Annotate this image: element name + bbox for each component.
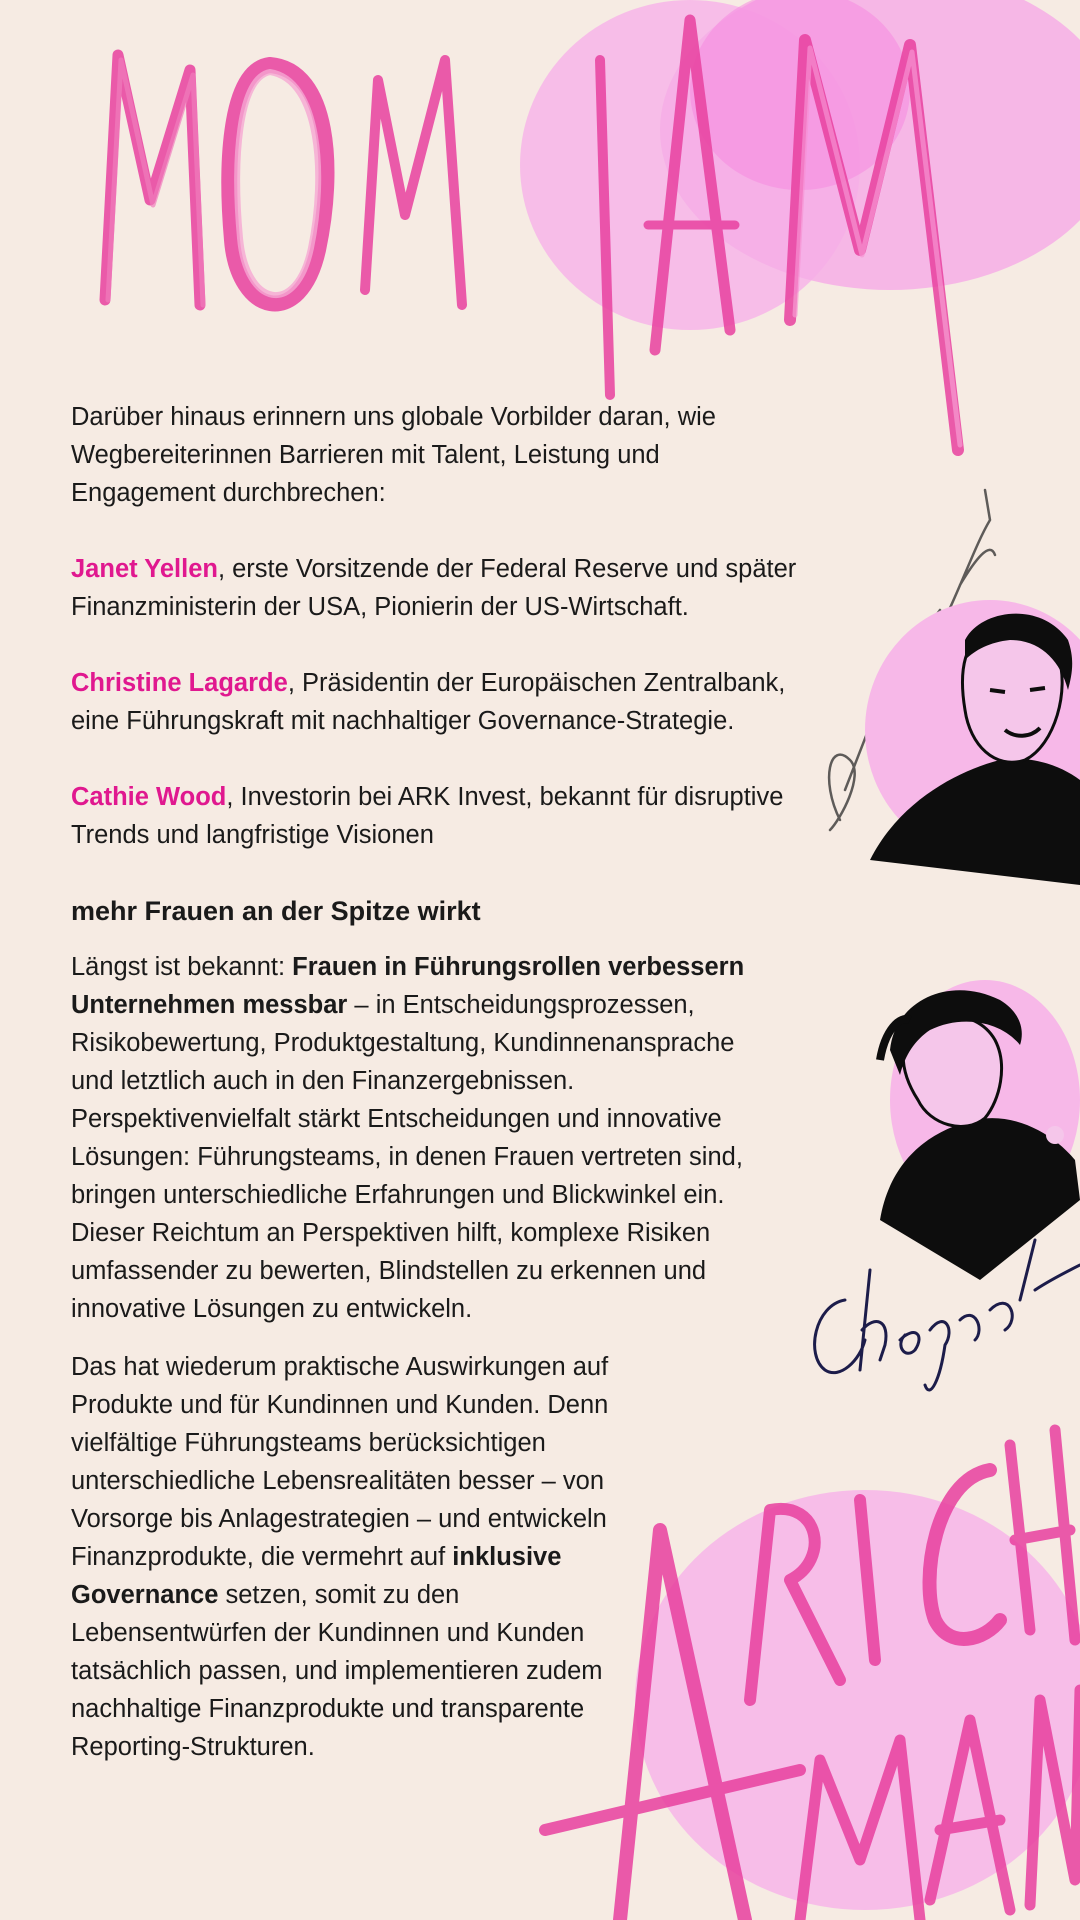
person-description: , Investorin bei ARK Invest, bekannt für disruptive Trends und langfristige Visionen bbox=[71, 783, 784, 849]
top-lettering-mom-i-am bbox=[105, 20, 960, 450]
text-run: Das hat wiederum praktische Auswirkungen auf Produkte und für Kundinnen und Kunden. Denn vielfältige Führungsteams berücksichtigen unterschiedliche Lebensrealitäten besser – von Vorsorge bis Anlagestrategien – und entwickeln Finanzprodukte, die vermehrt auf bbox=[71, 1353, 609, 1571]
bold-run: inklusive Governance bbox=[71, 1543, 562, 1609]
person-name: Janet Yellen bbox=[71, 555, 218, 583]
text-run: Längst ist bekannt: bbox=[71, 953, 293, 981]
body-paragraph-2 bbox=[71, 1348, 631, 1766]
person-entry-wood bbox=[71, 778, 811, 854]
person-description: , erste Vorsitzende der Federal Reserve und später Finanzministerin der USA, Pionierin der US-Wirtschaft. bbox=[71, 555, 797, 621]
signature-janet-yellen bbox=[829, 490, 995, 830]
body-paragraph-1 bbox=[71, 948, 771, 1328]
signature-christine-lagarde bbox=[815, 1240, 1080, 1390]
person-name: Cathie Wood bbox=[71, 783, 227, 811]
article-content bbox=[71, 398, 811, 1766]
person-name: Christine Lagarde bbox=[71, 669, 288, 697]
person-entry-yellen bbox=[71, 550, 811, 626]
portrait-janet-yellen bbox=[865, 600, 1080, 885]
person-description: , Präsidentin der Europäischen Zentralbank, eine Führungskraft mit nachhaltiger Governance-Strategie. bbox=[71, 669, 786, 735]
section-heading: mehr Frauen an der Spitze wirkt bbox=[71, 896, 481, 926]
portrait-christine-lagarde bbox=[880, 980, 1080, 1280]
person-entry-lagarde bbox=[71, 664, 811, 740]
text-run: – in Entscheidungsprozessen, Risikobewertung, Produktgestaltung, Kundinnenansprache und letztlich auch in den Finanzergebnissen. Perspektivenvielfalt stärkt Entscheidungen und innovative Lösungen: Führungsteams, in denen Frauen vertreten sind, bringen unterschiedliche Erfahrungen und Blickwinkel ein. Dieser Reichtum an Perspektiven hilft, komplexe Risiken umfassender zu bewerten, Blindstellen zu erkennen und innovative Lösungen zu entwickeln. bbox=[71, 991, 743, 1323]
bold-run: Frauen in Führungsrollen verbessern Unternehmen messbar bbox=[71, 953, 745, 1019]
text-run: setzen, somit zu den Lebensentwürfen der Kundinnen und Kunden tatsächlich passen, und implementieren zudem nachhaltige Finanzprodukte und transparente Reporting-Strukturen. bbox=[71, 1581, 603, 1761]
top-pink-blobs bbox=[520, 0, 1080, 330]
intro-paragraph: Darüber hinaus erinnern uns globale Vorbilder daran, wie Wegbereiterinnen Barrieren mit Talent, Leistung und Engagement durchbrechen: bbox=[71, 403, 716, 507]
